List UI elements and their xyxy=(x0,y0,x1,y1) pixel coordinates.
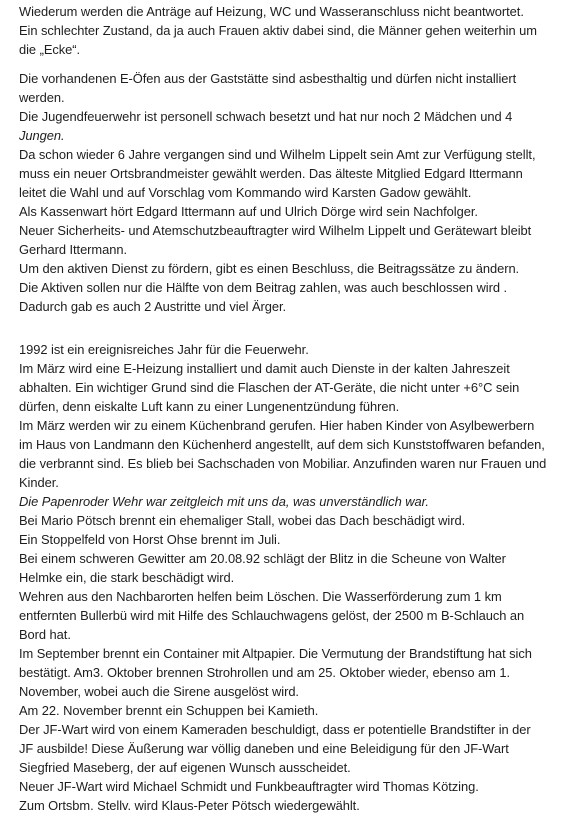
text-line: Ein Stoppelfeld von Horst Ohse brennt im Juli. xyxy=(19,532,281,547)
text-line: Um den aktiven Dienst zu fördern, gibt es einen Beschluss, die Beitragssätze zu ändern. xyxy=(19,261,520,276)
text-line: die „Ecke“. xyxy=(19,42,81,57)
text-line: Da schon wieder 6 Jahre vergangen sind und Wilhelm Lippelt sein Amt zur Verfügung stellt, xyxy=(19,147,536,162)
text-line: Im März werden wir zu einem Küchenbrand gerufen. Hier haben Kinder von Asylbewerbern xyxy=(19,418,535,433)
paragraph-1991-events xyxy=(19,69,571,316)
text-line: Gerhard Ittermann. xyxy=(19,242,128,257)
text-line: Die Aktiven sollen nur die Hälfte von dem Beitrag zahlen, was auch beschlossen wird . xyxy=(19,280,508,295)
text-line: bestätigt. Am3. Oktober brennen Strohrollen und am 25. Oktober wieder, ebenso am 1. xyxy=(19,665,510,680)
text-line: Als Kassenwart hört Edgard Ittermann auf und Ulrich Dörge wird sein Nachfolger. xyxy=(19,204,478,219)
text-line: Neuer JF-Wart wird Michael Schmidt und Funkbeauftragter wird Thomas Kötzing. xyxy=(19,779,479,794)
text-line: abhalten. Ein wichtiger Grund sind die Flaschen der AT-Geräte, die nicht unter +6°C sein xyxy=(19,380,520,395)
text-line: Neuer Sicherheits- und Atemschutzbeauftragter wird Wilhelm Lippelt und Gerätewart bleibt xyxy=(19,223,532,238)
text-line: Helmke ein, die stark beschädigt wird. xyxy=(19,570,235,585)
text-line: Die Papenroder Wehr war zeitgleich mit uns da, was unverständlich war. xyxy=(19,494,429,509)
text-line: Dadurch gab es auch 2 Austritte und viel Ärger. xyxy=(19,299,287,314)
text-line: Der JF-Wart wird von einem Kameraden beschuldigt, dass er potentielle Brandstifter in der xyxy=(19,722,531,737)
text-line: im Haus von Landmann den Küchenherd angestellt, auf dem sich Kunststoffwaren befanden, xyxy=(19,437,545,452)
text-line: Im September brennt ein Container mit Altpapier. Die Vermutung der Brandstiftung hat sich xyxy=(19,646,532,661)
text-line: Im März wird eine E-Heizung installiert und damit auch Dienste in der kalten Jahreszeit xyxy=(19,361,510,376)
text-line: Wiederum werden die Anträge auf Heizung, WC und Wasseranschluss nicht beantwortet. xyxy=(19,4,524,19)
text-line: Ein schlechter Zustand, da ja auch Frauen aktiv dabei sind, die Männer gehen weiterhin um xyxy=(19,23,537,38)
text-line: Bei einem schweren Gewitter am 20.08.92 schlägt der Blitz in die Scheune von Walter xyxy=(19,551,506,566)
text-line: muss ein neuer Ortsbrandmeister gewählt werden. Das älteste Mitglied Edgard Ittermann xyxy=(19,166,523,181)
text-line: die verbrannt sind. Es blieb bei Sachschaden von Mobiliar. Anzufinden waren nur Frauen und xyxy=(19,456,547,471)
paragraph-heating-requests xyxy=(19,2,571,59)
text-line: JF ausbilde! Diese Äußerung war völlig daneben und eine Beleidigung für den JF-Wart xyxy=(19,741,509,756)
text-line: werden. xyxy=(19,90,65,105)
text-line: Die vorhandenen E-Öfen aus der Gaststätte sind asbesthaltig und dürfen nicht installiert xyxy=(19,71,517,86)
text-line: Bei Mario Pötsch brennt ein ehemaliger Stall, wobei das Dach beschädigt wird. xyxy=(19,513,466,528)
text-line: November, wobei auch die Sirene ausgelöst wird. xyxy=(19,684,299,699)
text-line: Bord hat. xyxy=(19,627,71,642)
text-line: Wehren aus den Nachbarorten helfen beim Löschen. Die Wasserförderung zum 1 km xyxy=(19,589,502,604)
text-line: leitet die Wahl und auf Vorschlag vom Kommando wird Karsten Gadow gewählt. xyxy=(19,185,472,200)
paragraph-1992-events xyxy=(19,340,571,815)
text-line: dürfen, denn eiskalte Luft kann zu einer Lungenentzündung führen. xyxy=(19,399,400,414)
text-line: Jungen. xyxy=(19,128,65,143)
text-line: entfernten Bullerbü wird mit Hilfe des Schlauchwagens gelöst, der 2500 m B-Schlauch an xyxy=(19,608,525,623)
text-line: Zum Ortsbm. Stellv. wird Klaus-Peter Pötsch wiedergewählt. xyxy=(19,798,360,813)
text-line: Siegfried Maseberg, der auf eigenen Wunsch ausscheidet. xyxy=(19,760,351,775)
text-line: Die Jugendfeuerwehr ist personell schwach besetzt und hat nur noch 2 Mädchen und 4 xyxy=(19,109,513,124)
text-line: Am 22. November brennt ein Schuppen bei Kamieth. xyxy=(19,703,319,718)
text-line: Kinder. xyxy=(19,475,59,490)
text-line: 1992 ist ein ereignisreiches Jahr für die Feuerwehr. xyxy=(19,342,309,357)
